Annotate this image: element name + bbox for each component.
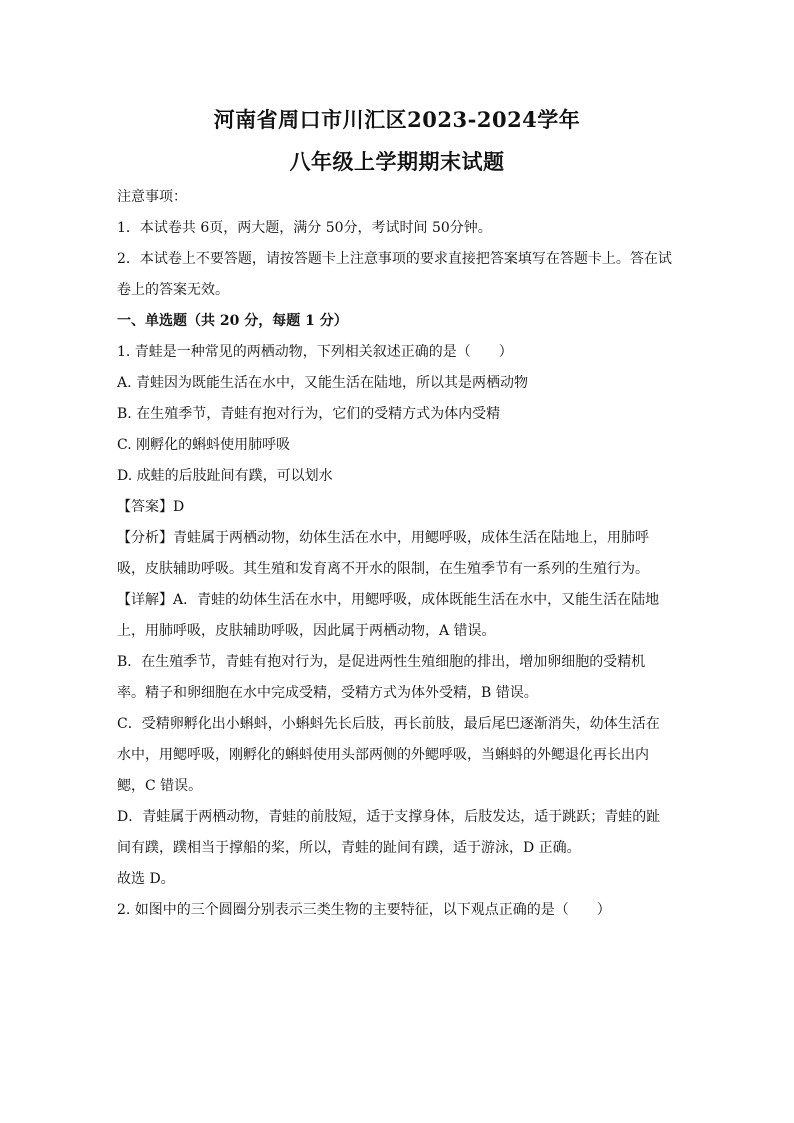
question-1-option-a: A. 青蛙因为既能生活在水中，又能生活在陆地，所以其是两栖动物 <box>117 375 529 391</box>
document-title-line-1: 河南省周口市川汇区2023-2024学年 <box>213 107 581 132</box>
document-title-line-2: 八年级上学期期末试题 <box>289 149 505 174</box>
question-1-detail-line: 率。精子和卵细胞在水中完成受精，受精方式为体外受精，B 错误。 <box>117 685 538 701</box>
notice-item-1: 1．本试卷共 6页，两大题，满分 50分，考试时间 50分钟。 <box>117 220 492 236</box>
question-1-option-d: D. 成蛙的后肢趾间有蹼，可以划水 <box>117 468 333 484</box>
question-1-conclusion: 故选 D。 <box>117 871 175 887</box>
notice-heading: 注意事项： <box>117 189 187 205</box>
section-1-heading: 一、单选题（共 20 分，每题 1 分） <box>117 313 348 329</box>
question-1-analysis-continued: 吸，皮肤辅助呼吸。其生殖和发育离不开水的限制，在生殖季节有一系列的生殖行为。 <box>117 561 649 577</box>
question-1-detail-line: 水中，用鳃呼吸，刚孵化的蝌蚪使用头部两侧的外鳃呼吸，当蝌蚪的外鳃退化再长出内 <box>117 747 649 763</box>
question-1-option-c: C. 刚孵化的蝌蚪使用肺呼吸 <box>117 437 291 453</box>
question-1-detail-line: C．受精卵孵化出小蝌蚪，小蝌蚪先长后肢，再长前肢，最后尾巴逐渐消失，幼体生活在 <box>117 716 660 732</box>
question-1-detail-line: 间有蹼，蹼相当于撑船的桨，所以，青蛙的趾间有蹼，适于游泳，D 正确。 <box>117 840 581 856</box>
question-1-option-b: B. 在生殖季节，青蛙有抱对行为，它们的受精方式为体内受精 <box>117 406 501 422</box>
question-1-detail-line: B．在生殖季节，青蛙有抱对行为，是促进两性生殖细胞的排出，增加卵细胞的受精机 <box>117 654 646 670</box>
question-1-detail-line: 【详解】A．青蛙的幼体生活在水中，用鳃呼吸，成体既能生活在水中，又能生活在陆地 <box>117 592 660 608</box>
notice-item-2: 2．本试卷上不要答题，请按答题卡上注意事项的要求直接把答案填写在答题卡上。答在试 <box>117 251 672 267</box>
question-1-detail-line: 上，用肺呼吸，皮肤辅助呼吸，因此属于两栖动物，A 错误。 <box>117 623 496 639</box>
question-1-stem: 1. 青蛙是一种常见的两栖动物，下列相关叙述正确的是（ ） <box>117 344 513 360</box>
question-2-stem: 2. 如图中的三个圆圈分别表示三类生物的主要特征，以下观点正确的是（ ） <box>117 902 611 918</box>
question-1-detail-line: 鳃，C 错误。 <box>117 778 203 794</box>
notice-item-2-continued: 卷上的答案无效。 <box>117 282 229 298</box>
question-1-answer: 【答案】D <box>117 499 185 515</box>
question-1-analysis: 【分析】青蛙属于两栖动物，幼体生活在水中，用鳃呼吸，成体生活在陆地上，用肺呼 <box>117 530 649 546</box>
question-1-detail-line: D．青蛙属于两栖动物，青蛙的前肢短，适于支撑身体，后肢发达，适于跳跃；青蛙的趾 <box>117 809 661 825</box>
